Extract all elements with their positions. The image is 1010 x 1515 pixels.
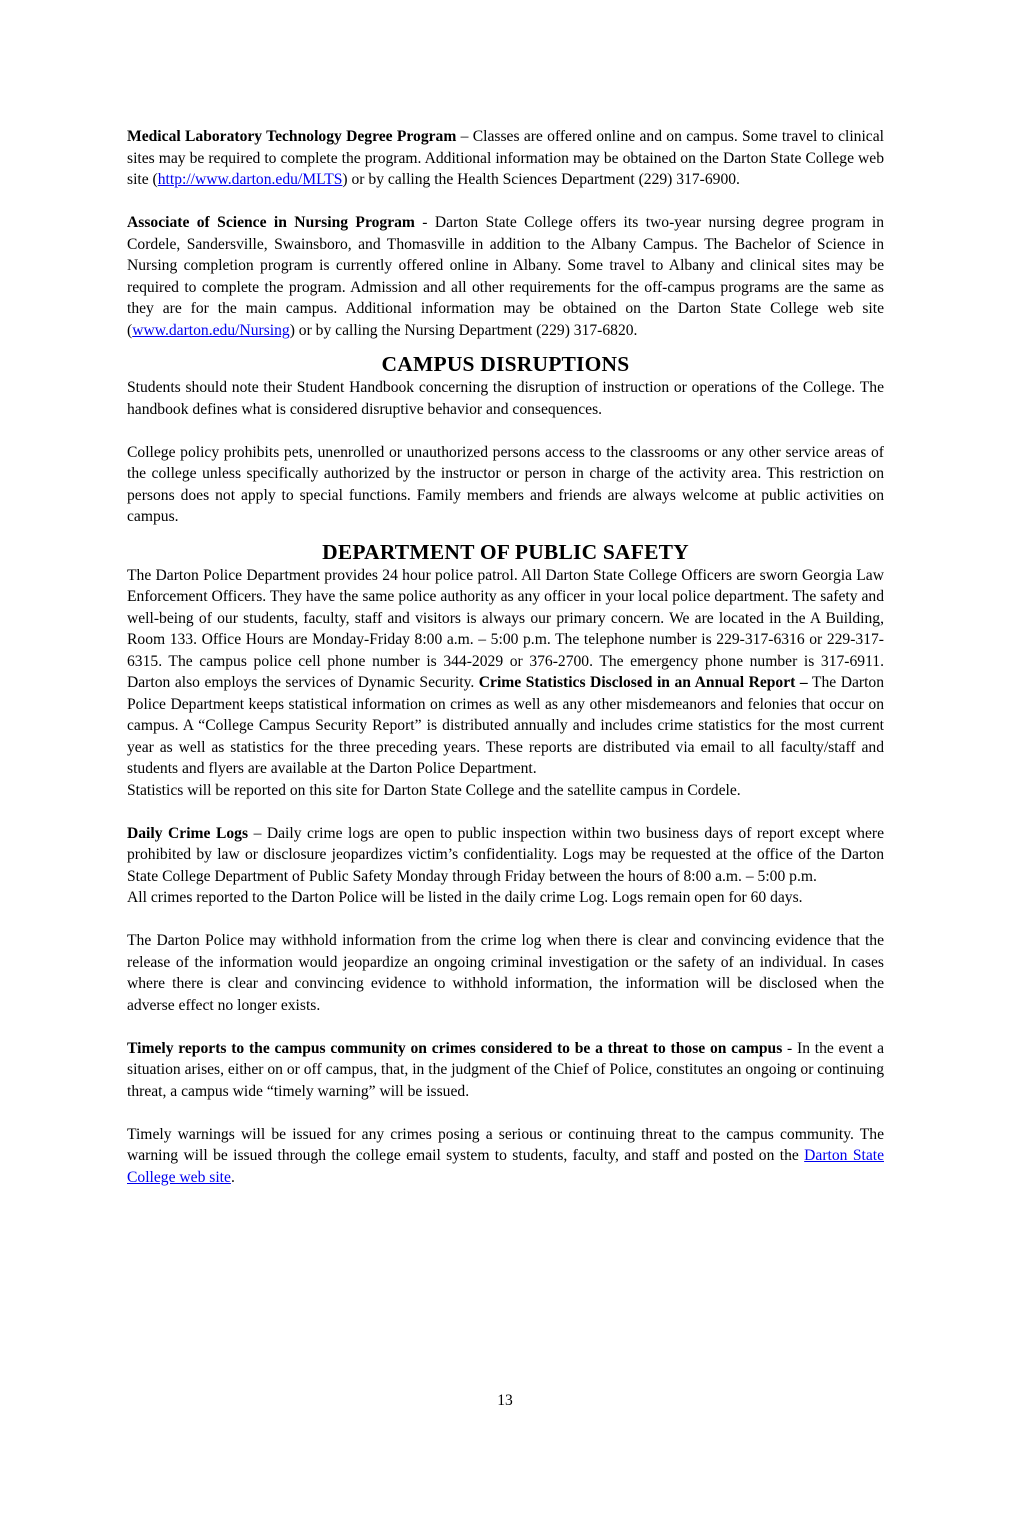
college-website-link[interactable]: Darton State College web site bbox=[127, 1147, 884, 1186]
mlt-text-2: ) or by calling the Health Sciences Department (229) 317-6900. bbox=[342, 171, 740, 188]
timely-warnings-paragraph bbox=[127, 1124, 884, 1189]
police-intro: The Darton Police Department provides 24 hour police patrol. All Darton State College Officers are sworn Georgia Law Enforcement Officers. They have the same police authority as any officer in your local police department. The safety and well-being of our students, faculty, staff and visitors is always our primary concern. We are located in the A Building, Room 133. Office Hours are Monday-Friday 8:00 a.m. – 5:00 p.m. The telephone number is 229-317-6316 or 229-317-6315. The campus police cell phone number is 344-2029 or 376-2700. The emergency phone number is 317-6911. Darton also employs the services of Dynamic Security. bbox=[127, 566, 884, 691]
campus-disruptions-heading: CAMPUS DISRUPTIONS bbox=[381, 352, 630, 376]
crime-stats-text: The Darton Police Department keeps statistical information on crimes as well as any other misdemeanors and felonies that occur on campus. A “College Campus Security Report” is distributed annually and includes crime statistics for the most current year as well as statistics for the three preceding years. These reports are distributed via email to all faculty/staff and students and flyers are available at the Darton Police Department. bbox=[127, 674, 884, 777]
timely-warnings-end: . bbox=[230, 1168, 235, 1186]
crime-stats-title: Crime Statistics Disclosed in an Annual Report – bbox=[478, 674, 808, 691]
police-paragraph bbox=[127, 565, 884, 780]
disruptions-paragraph-2: College policy prohibits pets, unenrolled or unauthorized persons access to the classrooms or any other service areas of the college unless specifically authorized by the instructor or person in charge of the activity area. This restriction on persons does not apply to special functions. Family members and friends are always welcome at public activities on campus. bbox=[127, 443, 884, 525]
logs-line: All crimes reported to the Darton Police will be listed in the daily crime Log. Logs remain open for 60 days. bbox=[127, 889, 803, 906]
timely-warnings-text: Timely warnings will be issued for any crimes posing a serious or continuing threat to the campus community. The warning will be issued through the college email system to students, faculty, and staff and posted on the bbox=[127, 1125, 884, 1164]
asn-title: Associate of Science in Nursing Program bbox=[127, 214, 415, 231]
timely-reports-text: - In the event a situation arises, either on or off campus, that, in the judgment of the Chief of Police, constitutes an ongoing or continuing threat, a campus wide “timely warning” will be issued. bbox=[127, 1039, 884, 1100]
asn-paragraph bbox=[127, 212, 884, 341]
stats-line: Statistics will be reported on this site for Darton State College and the satellite campus in Cordele. bbox=[127, 781, 741, 799]
asn-text-2: ) or by calling the Nursing Department (229) 317-6820. bbox=[289, 321, 638, 339]
daily-logs-title: Daily Crime Logs bbox=[127, 824, 249, 842]
public-safety-heading: DEPARTMENT OF PUBLIC SAFETY bbox=[322, 539, 689, 564]
asn-text-1: - Darton State College offers its two-year nursing degree program in Cordele, Sandersville, Swainsboro, and Thomasville in addition to the Albany Campus. The Bachelor of Science in Nursing completion program is currently offered online in Albany. Some travel to Albany and clinical sites may be required to complete the program. Admission and all other requirements for the off-campus programs are the same as they are for the main campus. Additional information may be obtained on the Darton State College web site ( bbox=[127, 214, 884, 339]
mlt-link[interactable]: http://www.darton.edu/MLTS bbox=[157, 171, 343, 188]
daily-logs-paragraph bbox=[127, 823, 884, 888]
document-page bbox=[127, 126, 884, 1188]
disruptions-paragraph-1: Students should note their Student Handbook concerning the disruption of instruction or operations of the College. The handbook defines what is considered disruptive behavior and consequences. bbox=[127, 379, 884, 418]
mlt-text-1: – Classes are offered online and on campus. Some travel to clinical sites may be required to complete the program. Additional information may be obtained on the Darton State College web site ( bbox=[127, 128, 884, 188]
timely-reports-paragraph bbox=[127, 1038, 884, 1103]
timely-reports-title: Timely reports to the campus community on crimes considered to be a threat to those on campus bbox=[127, 1039, 783, 1057]
mlt-title: Medical Laboratory Technology Degree Program bbox=[127, 128, 457, 145]
page-number: 13 bbox=[497, 1392, 513, 1409]
daily-logs-text: – Daily crime logs are open to public inspection within two business days of report except where prohibited by law or disclosure jeopardizes victim’s confidentiality. Logs may be requested at the office of the Darton State College Department of Public Safety Monday through Friday between the hours of 8:00 a.m. – 5:00 p.m. bbox=[127, 824, 884, 885]
nursing-link[interactable]: www.darton.edu/Nursing bbox=[132, 321, 290, 339]
mlt-paragraph bbox=[127, 126, 884, 191]
withhold-paragraph: The Darton Police may withhold information from the crime log when there is clear and convincing evidence that the release of the information would jeopardize an ongoing criminal investigation or the safety of an individual. In cases where there is clear and convincing evidence to withhold information, the information will be disclosed when the adverse effect no longer exists. bbox=[127, 932, 884, 1014]
